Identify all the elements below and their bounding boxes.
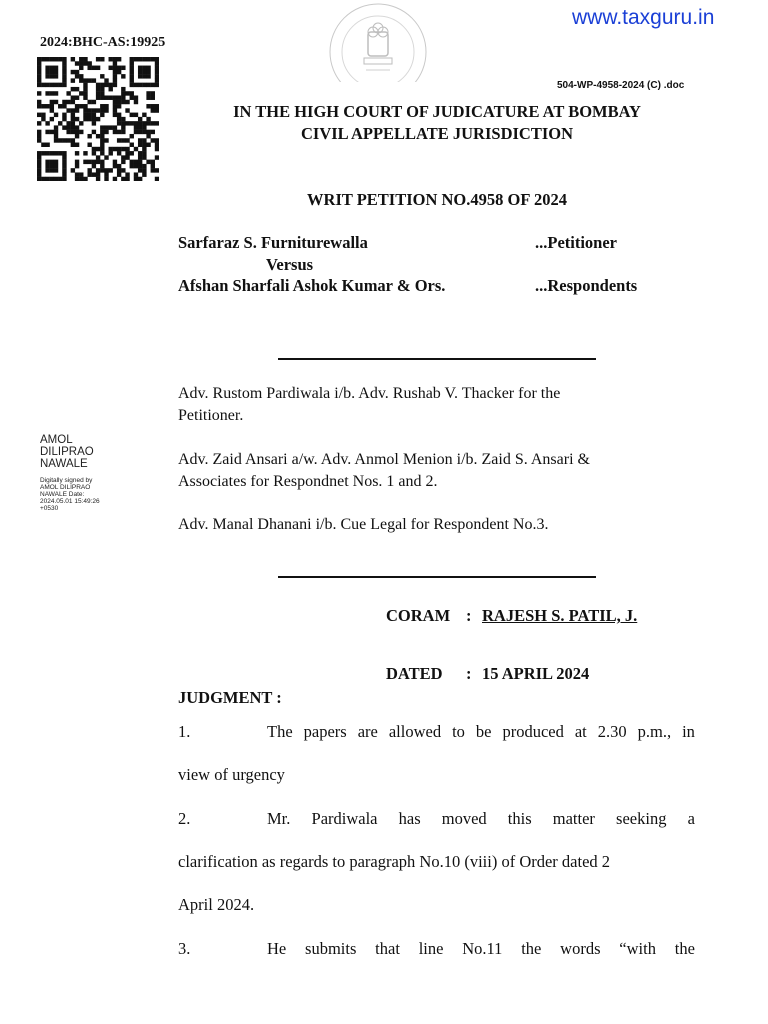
word: Mr. [267,809,291,828]
word: “with [619,939,656,958]
dated-separator: : [466,664,472,683]
paragraph-2-line2: clarification as regards to paragraph No.10 (viii) of Order dated 2 [178,852,611,871]
word: this [507,809,532,828]
dated-label: DATED [386,664,443,683]
word: Pardiwala [311,809,378,828]
word: moved [441,809,487,828]
neutral-citation: 2024:BHC-AS:19925 [40,35,166,50]
word: words [560,939,601,958]
advocate-respondent-line2: Associates for Respondnet Nos. 1 and 2. [178,473,438,490]
word: has [398,809,421,828]
digital-signature-details: Digitally signed by AMOL DILIPRAO NAWALE Date: 2024.05.01 15:49:26 +0530 [40,477,100,512]
judge-name: RAJESH S. PATIL, J. [482,606,638,625]
jurisdiction: CIVIL APPELLATE JURISDICTION [300,124,573,143]
paragraph-3-line1 [178,939,695,959]
divider-line [278,576,596,578]
divider-line [278,358,596,360]
paragraph-1-line1 [178,722,695,742]
judgment-heading: JUDGMENT : [178,688,282,707]
word: to [452,722,465,741]
paragraph-2-line3: April 2024. [178,895,255,914]
word: seeking [616,809,667,828]
paragraph-number: 3. [178,939,191,958]
respondent-role: ...Respondents [535,276,638,295]
word: that [375,939,400,958]
word: matter [552,809,595,828]
word: The [267,722,293,741]
word: submits [305,939,357,958]
petitioner-role: ...Petitioner [535,233,618,252]
word: are [357,722,378,741]
judgment-date: 15 APRIL 2024 [482,664,590,683]
word: No.11 [462,939,503,958]
word: in [682,722,695,741]
word: a [687,809,695,828]
signer-name: AMOL DILIPRAO NAWALE [40,434,94,470]
word: the [674,939,695,958]
petitioner-name: Sarfaraz S. Furniturewalla [178,233,368,252]
word: p.m., [637,722,672,741]
paragraph-number: 2. [178,809,191,828]
document-reference: 504-WP-4958-2024 (C) .doc [557,80,685,91]
paragraph-number: 1. [178,722,191,741]
coram-label: CORAM [386,606,451,625]
word: at [574,722,587,741]
court-emblem-seal [316,2,440,82]
word: line [418,939,444,958]
respondent-name: Afshan Sharfali Ashok Kumar & Ors. [178,276,446,295]
word: He [267,939,287,958]
advocate-petitioner-line2: Petitioner. [178,407,244,424]
word: the [521,939,542,958]
advocate-petitioner-line1: Adv. Rustom Pardiwala i/b. Adv. Rushab V. Thacker for the [178,385,561,402]
court-name: IN THE HIGH COURT OF JUDICATURE AT BOMBAY [233,102,641,121]
petition-number: WRIT PETITION NO.4958 OF 2024 [307,190,567,209]
paragraph-2-line1 [178,809,695,829]
advocate-respondent-line1: Adv. Zaid Ansari a/w. Adv. Anmol Menion i/b. Zaid S. Ansari & [178,451,590,468]
paragraph-1-line2: view of urgency [178,765,285,784]
word: produced [502,722,564,741]
word: 2.30 [597,722,627,741]
word: be [475,722,492,741]
versus-label: Versus [266,255,314,274]
advocate-respondent-3: Adv. Manal Dhanani i/b. Cue Legal for Respondent No.3. [178,516,549,533]
word: allowed [388,722,442,741]
taxguru-watermark-link[interactable]: www.taxguru.in [572,6,715,29]
coram-separator: : [466,606,472,625]
word: papers [303,722,347,741]
